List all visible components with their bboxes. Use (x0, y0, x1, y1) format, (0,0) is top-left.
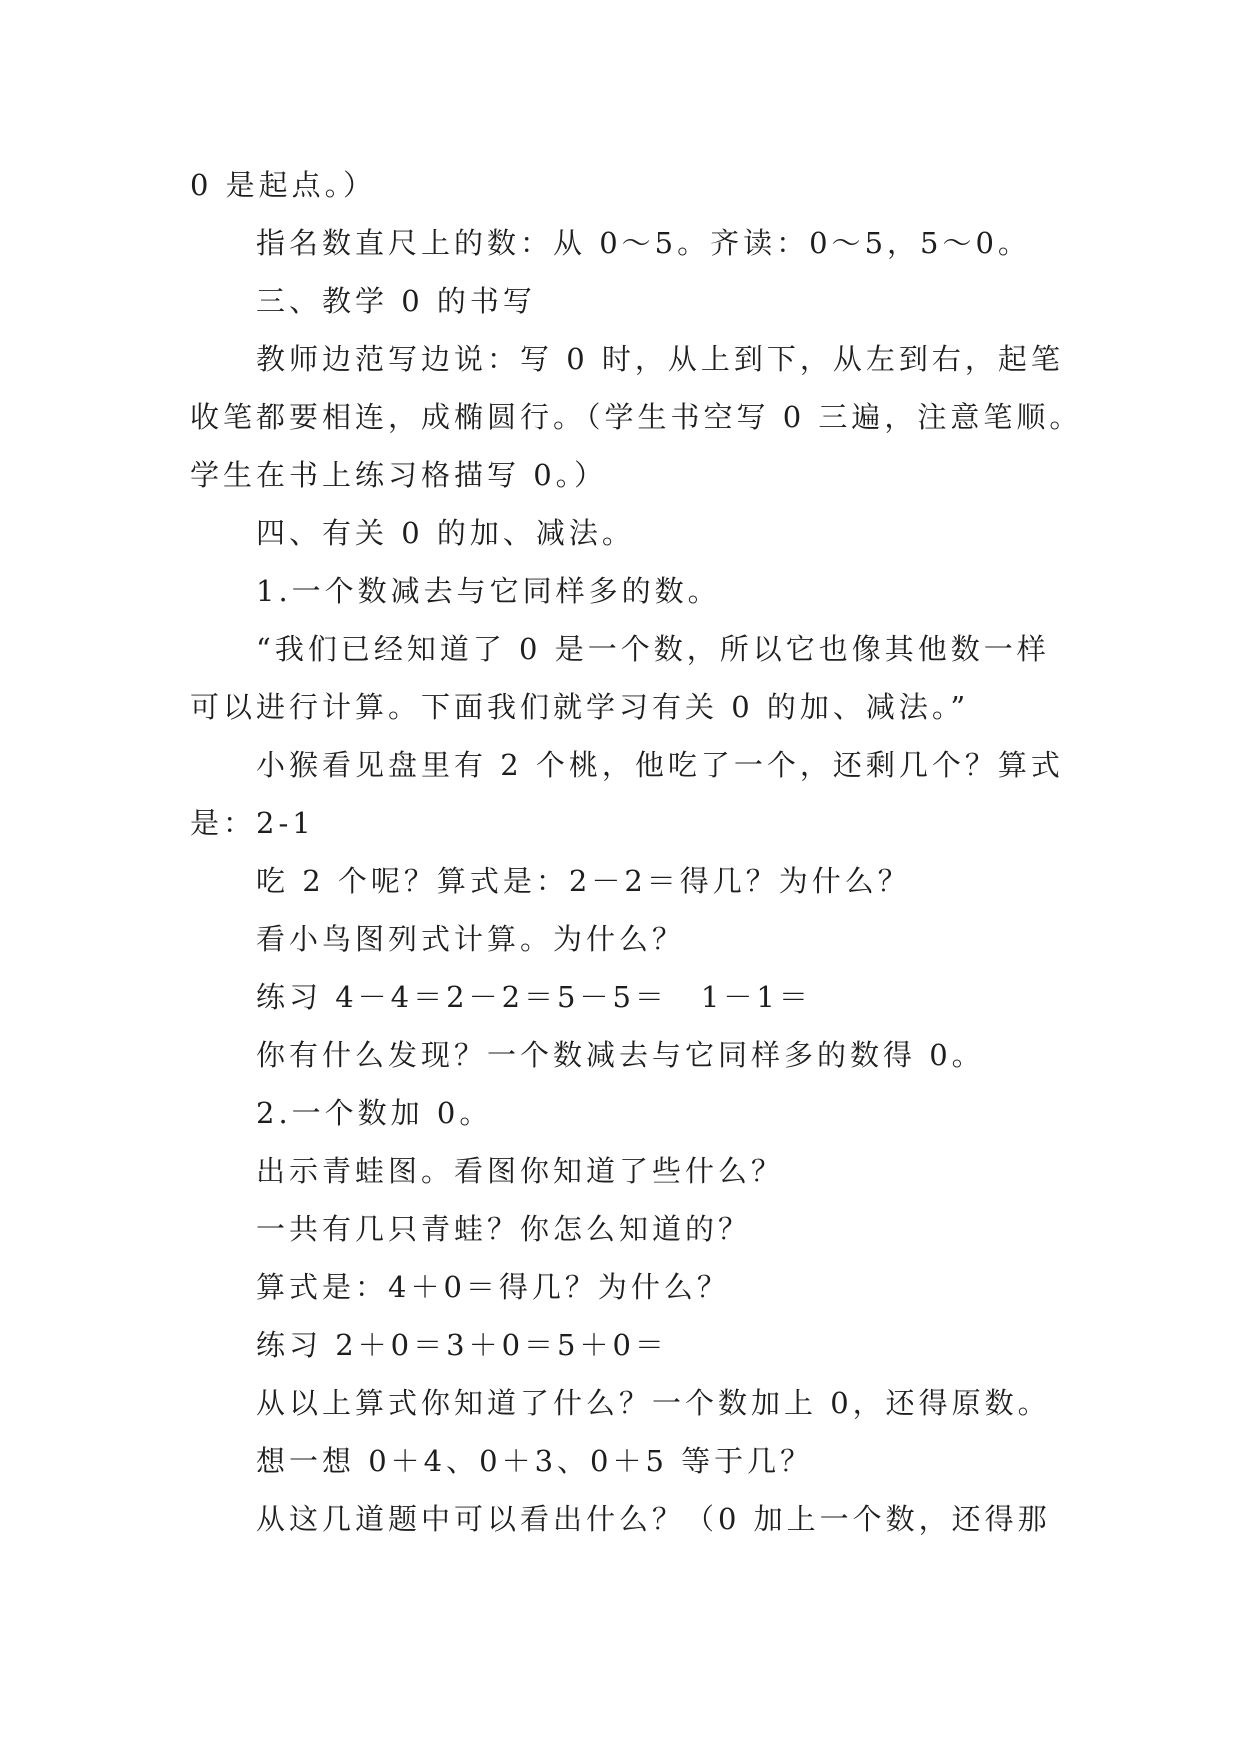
text-line: “我们已经知道了 0 是一个数，所以它也像其他数一样 (256, 632, 1050, 666)
text-line: 从以上算式你知道了什么？一个数加上 0，还得原数。 (256, 1386, 1051, 1420)
text-line: 0 是起点。） (190, 168, 377, 202)
text-line: 学生在书上练习格描写 0。） (190, 458, 608, 492)
subsection-heading: 2.一个数加 0。 (256, 1096, 493, 1130)
subsection-heading: 1.一个数减去与它同样多的数。 (256, 574, 721, 608)
text-line: 算式是：4＋0＝得几？为什么？ (256, 1270, 730, 1304)
section-heading: 四、有关 0 的加、减法。 (256, 516, 635, 550)
text-line: 你有什么发现？一个数减去与它同样多的数得 0。 (256, 1038, 985, 1072)
text-line: 可以进行计算。下面我们就学习有关 0 的加、减法。” (190, 690, 970, 724)
text-line: 练习 4－4＝2－2＝5－5＝ 1－1＝ (256, 980, 812, 1014)
section-heading: 三、教学 0 的书写 (256, 284, 536, 318)
text-line: 看小鸟图列式计算。为什么？ (256, 922, 686, 956)
text-line: 是：2-1 (190, 806, 315, 840)
text-line: 收笔都要相连，成椭圆行。（学生书空写 0 三遍，注意笔顺。 (190, 400, 1083, 434)
text-line: 吃 2 个呢？算式是：2－2＝得几？为什么？ (256, 864, 911, 898)
text-line: 一共有几只青蛙？你怎么知道的？ (256, 1212, 752, 1246)
text-line: 出示青蛙图。看图你知道了些什么？ (256, 1154, 785, 1188)
text-line: 想一想 0＋4、0＋3、0＋5 等于几？ (256, 1444, 814, 1478)
text-line: 小猴看见盘里有 2 个桃，他吃了一个，还剩几个？算式 (256, 748, 1064, 782)
text-line: 教师边范写边说：写 0 时，从上到下，从左到右，起笔 (256, 342, 1064, 376)
text-line: 从这几道题中可以看出什么？（0 加上一个数，还得那 (256, 1502, 1051, 1536)
text-line: 指名数直尺上的数：从 0～5。齐读：0～5，5～0。 (256, 226, 1031, 260)
text-line: 练习 2＋0＝3＋0＝5＋0＝ (256, 1328, 668, 1362)
